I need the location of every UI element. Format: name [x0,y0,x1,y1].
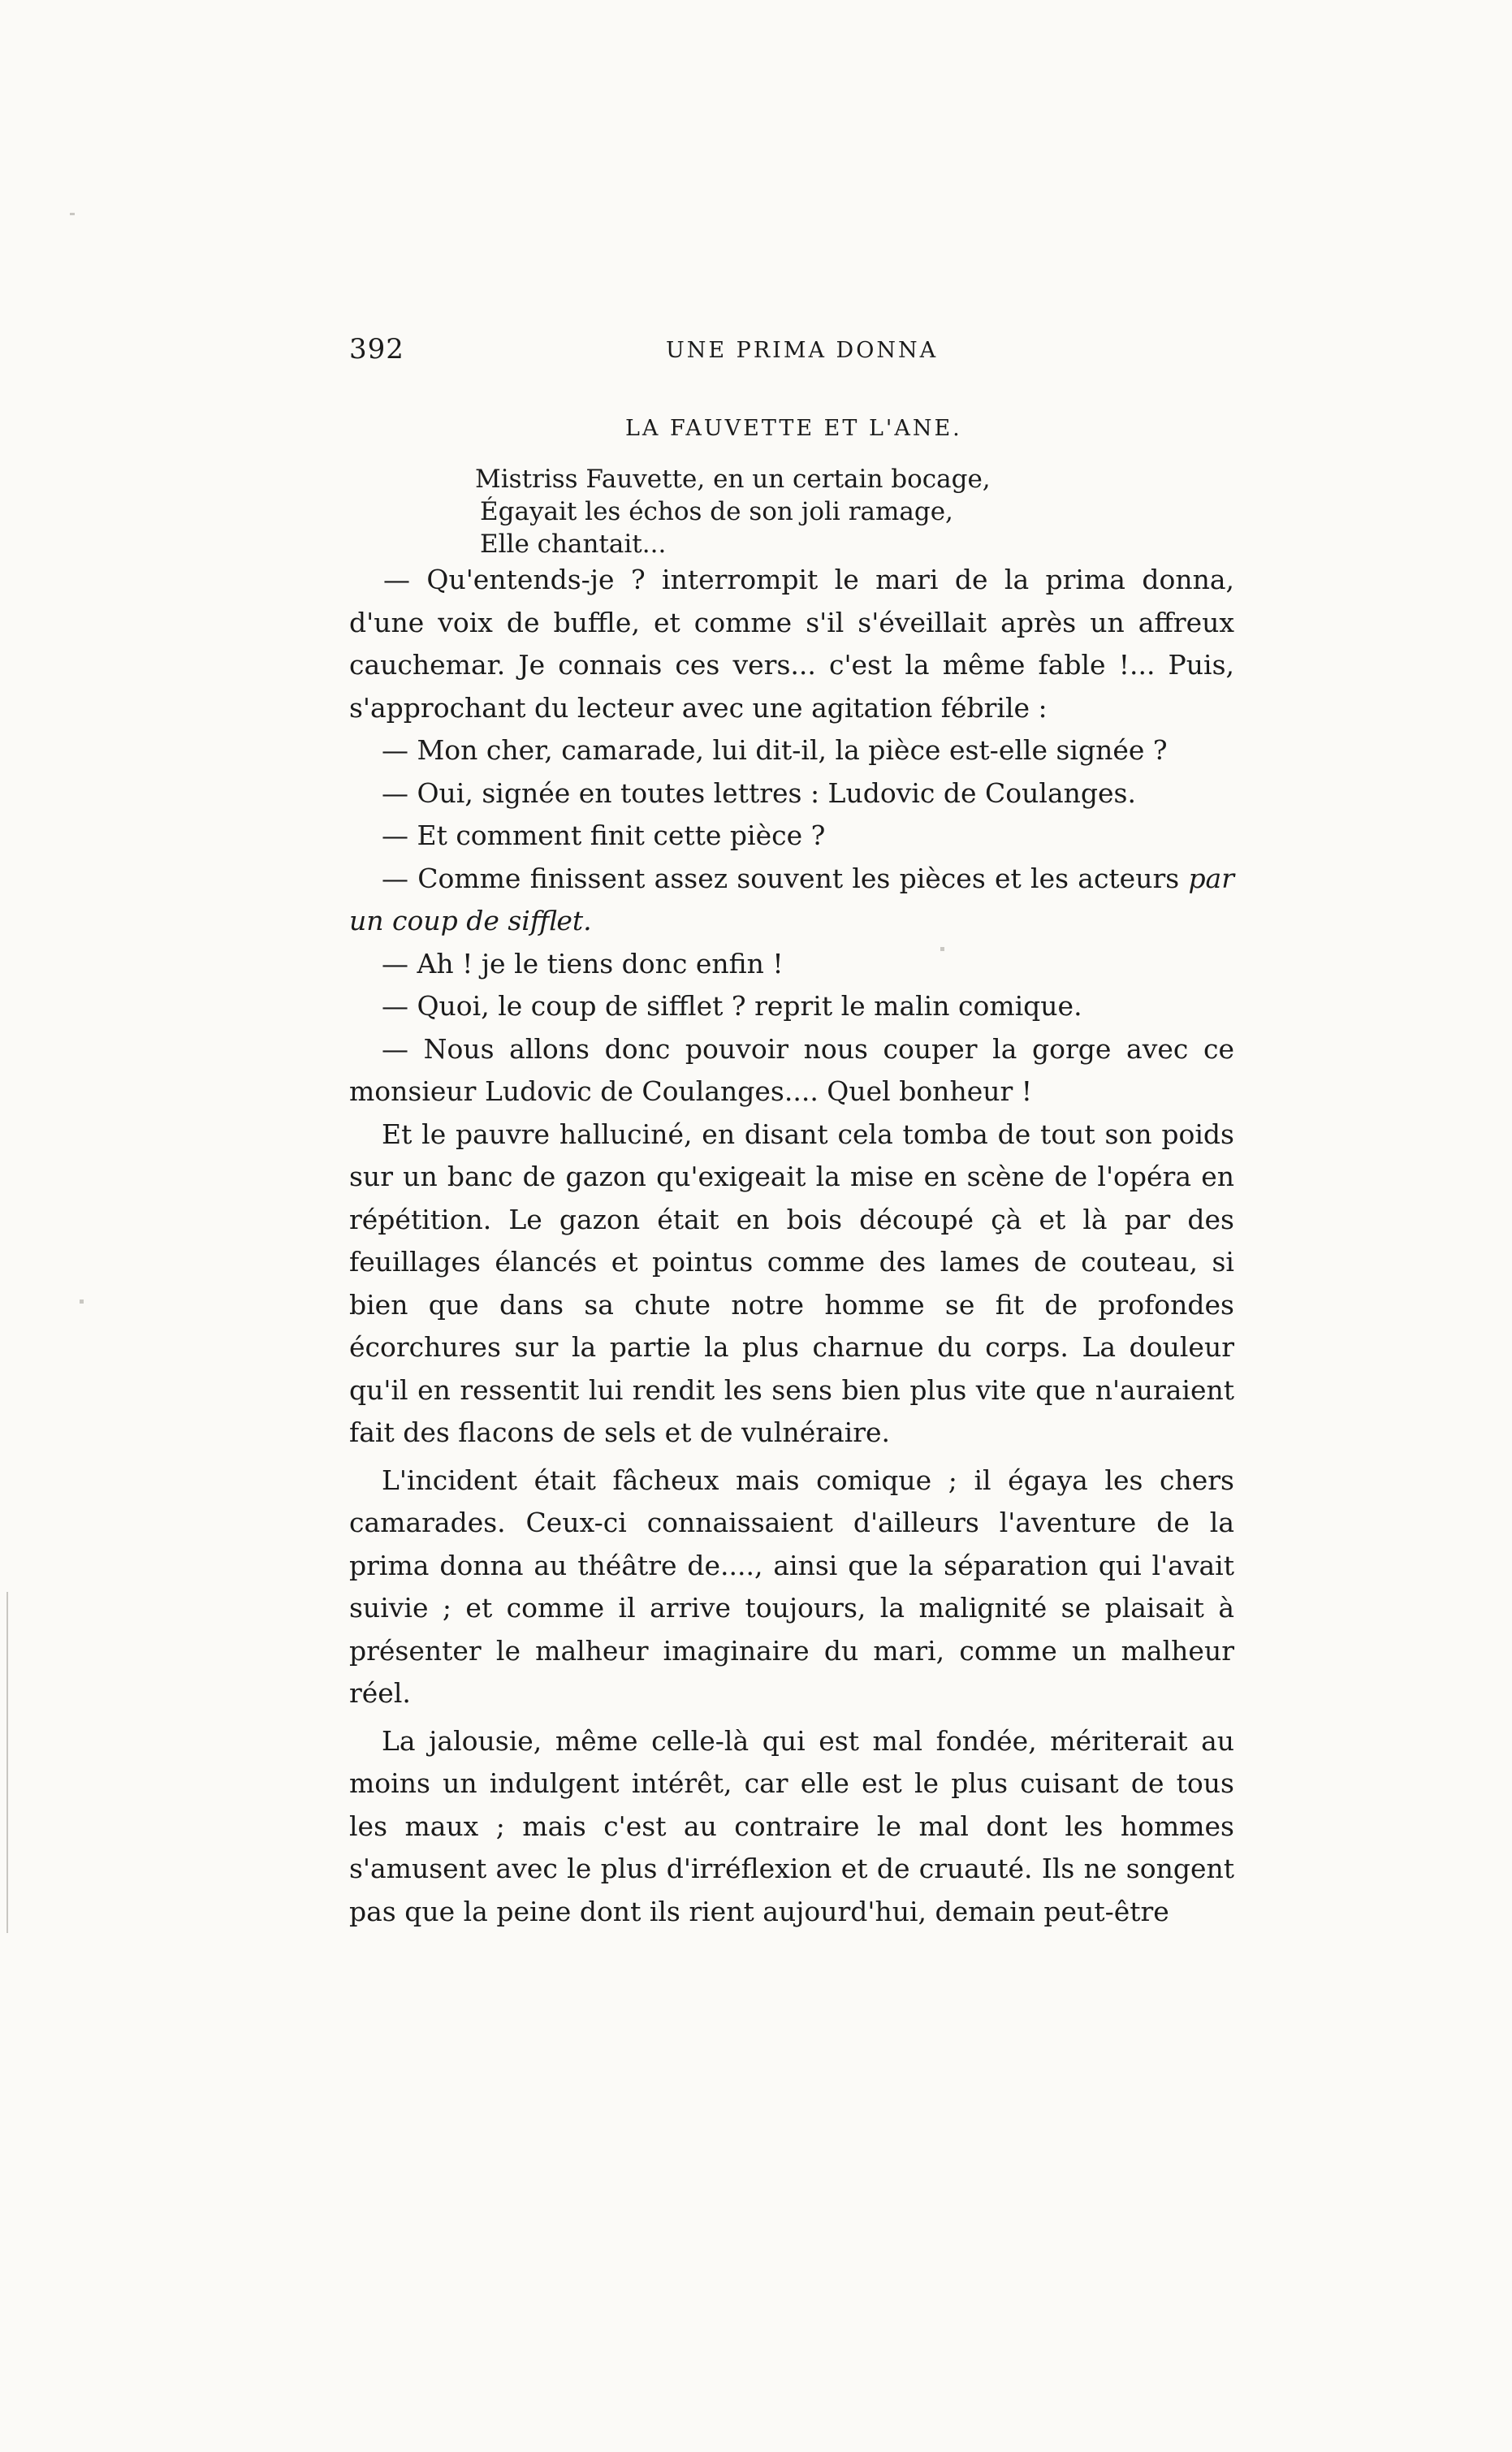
italic-phrase: par un coup de sifflet. [349,862,1235,936]
fable-title: LA FAUVETTE ET L'ANE. [625,416,962,441]
dialogue-line: — Nous allons donc pouvoir nous couper la gorge avec ce monsieur Ludovic de Coulanges.... Quel bonheur ! [349,1032,1234,1107]
verse-line: Elle chantait... [480,530,667,559]
paragraph: La jalousie, même celle-là qui est mal fondée, mériterait au moins un indulgent intérêt, car elle est le plus cuisant de tous les maux ; mais c'est au contraire le mal dont les hommes s'amusent avec le plus d'irréflexion et de cruauté. Ils ne songent pas que la peine dont ils rient aujourd'hui, demain peut-être [349,1724,1234,1927]
running-title: UNE PRIMA DONNA [666,338,939,363]
dialogue-line: — Quoi, le coup de sifflet ? reprit le malin comique. [382,990,1082,1022]
scan-speck [80,1300,84,1304]
dialogue-line [349,858,1234,943]
dialogue-line: — Et comment finit cette pièce ? [382,819,826,851]
verse-line: Égayait les échos de son joli ramage, [480,497,953,526]
dialogue-line: — Mon cher, camarade, lui dit-il, la pièce est-elle signée ? [382,734,1168,766]
paragraph: — Qu'entends-je ? interrompit le mari de la prima donna, d'une voix de buffle, et comme s'il s'éveillait après un affreux cauchemar. Je connais ces vers... c'est la même fable !... Puis, s'approchant du lecteur avec une agitation fébrile : [349,564,1234,724]
paragraph: Et le pauvre halluciné, en disant cela tomba de tout son poids sur un banc de gazon qu'exigeait la mise en scène de l'opéra en répétition. Le gazon était en bois découpé çà et là par des feuillages élancés et pointus comme des lames de couteau, si bien que dans sa chute notre homme se fit de profondes écorchures sur la partie la plus charnue du corps. La douleur qu'il en ressentit lui rendit les sens bien plus vite que n'auraient fait des flacons de sels et de vulnéraire. [349,1118,1234,1448]
verse-line: Mistriss Fauvette, en un certain bocage, [475,465,991,494]
dialogue-text: — Comme finissent assez souvent les pièces et les acteurs [382,862,1180,894]
dialogue-line: — Ah ! je le tiens donc enfin ! [382,947,784,980]
paragraph: L'incident était fâcheux mais comique ; il égaya les chers camarades. Ceux-ci connaissaient d'ailleurs l'aventure de la prima donna au théâtre de...., ainsi que la séparation qui l'avait suivie ; et comme il arrive toujours, la malignité se plaisait à présenter le malheur imaginaire du mari, comme un malheur réel. [349,1464,1234,1709]
verse-quote [475,463,991,560]
page-number: 392 [349,333,404,365]
dialogue-line: — Oui, signée en toutes lettres : Ludovic de Coulanges. [382,776,1136,809]
body-text [349,559,1234,1933]
scan-speck [70,213,75,215]
scan-edge-line [6,1592,8,1933]
page-header [349,333,1242,382]
